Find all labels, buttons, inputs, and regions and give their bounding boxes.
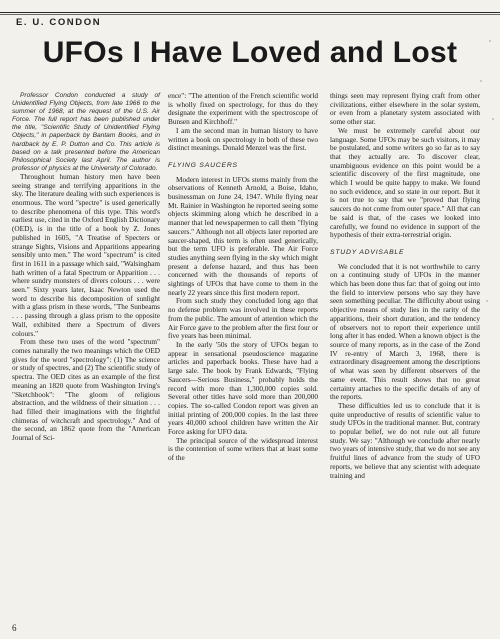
column-1: [12, 92, 160, 443]
column2-paragraph: In the early '50s the story of UFOs began to appear in sensational pseudoscience magazine articles and paperback books. These have had a large sale. The book by Frank Edwards, "Flying Saucers—Serious Business," probably holds the record with more than 1,300,000 copies sold. Several other titles have sold more than 200,000 copies. The so-called Condon report was given an initial printing of 200,000 copies. In the last three years 40,000 school children have written the Air Force asking for UFO data.: [168, 340, 318, 437]
column2-paragraph: I am the second man in human history to have written a book on spectrology in both of these two distinct meanings. Donald Menzel was the first.: [168, 126, 318, 153]
section-heading-study-advisable: STUDY ADVISABLE: [330, 248, 405, 256]
top-rule-secondary: [0, 14, 500, 15]
top-rule: [0, 12, 500, 13]
column-3: [330, 92, 480, 480]
column1-paragraph: Throughout human history men have been seeing strange and terrifying apparitions in the sky. The literature dealing with such experiences is enormous. The word "spectre" is used generically to describe phenomena of this type. This word's earliest use, cited in the Oxford English Dictionary (OED), is in the title of a book by Z. Jones published in 1605, "A Treatise of Specters or strange Sights, Visions and Apparitions appearing sensibly unto men." The word "spectrum" is cited first in 1611 in a passage which said, "Walsingham hath written of a fatal Spectrum or Apparition . . . where sundry monsters of divers colours . . . were seen." Sixty years later, Isaac Newton used the word to describe his decomposition of sunlight with a glass prism in these words, "The Sunbeams . . . passing through a glass prism to the opposite Wall, exhibited there a Spectrum of divers colours.": [12, 172, 160, 338]
scan-speck: [486, 300, 488, 302]
column3-paragraph: We concluded that it is not worthwhile to carry on a continuing study of UFOs in the manner which has been done thus far: that of going out into the field to interview persons who say they have seen something peculiar. The difficulty about using objective means of study lies in the rarity of the apparitions, their short duration, and the tendency of observers not to report their experience until long after it has ended. When a known object is the source of many reports, as in the case of the Zond IV re-entry of March 3, 1968, there is extraordinary disagreement among the descriptions of what was seen by different observers of the same event. This result shows that no great certainty attaches to the specific details of any of the reports.: [330, 262, 480, 402]
column3-paragraph: We must be extremely careful about our language. Some UFOs may be such visitors, it may be postulated, and some writers go so far as to say that they actually are. To discover clear, unambiguous evidence on this point would be a scientific discovery of the first magnitude, one which I would be quite happy to make. We found no such evidence, and so state in our report. But it is not true to say that we "proved that flying saucers do not come from outer space." All that can be said is that, of the cases we looked into carefully, we found no evidence in support of the hypothesis of their extra-terrestrial origin.: [330, 126, 480, 240]
column3-paragraph: These difficulties led us to conclude that it is quite unproductive of results of scientific value to study UFOs in the traditional manner. But, contrary to popular belief, we do not rule out all future study. We say: "Although we conclude after nearly two years of intensive study, that we do not see any fruitful lines of advance from the study of UFO reports, we believe that any scientist with adequate training and: [330, 401, 480, 480]
article-title: UFOs I Have Loved and Lost: [42, 36, 458, 69]
column3-paragraph: things seen may represent flying craft from other civilizations, either elsewhere in the solar system, or even from a planetary system associated with some other star.: [330, 92, 480, 127]
scan-speck: [492, 118, 494, 120]
column2-paragraph: From such study they concluded long ago that no defense problem was involved in these reports from the public. The amount of attention which the Air Force gave to the problem after the first four or five years has been minimal.: [168, 297, 318, 341]
section-heading-flying-saucers: FLYING SAUCERS: [168, 161, 238, 169]
scan-speck: [489, 40, 491, 42]
column2-paragraph: The principal source of the widespread interest is the contention of some writers that at least some of the: [168, 436, 318, 463]
column2-paragraph: ence": "The attention of the French scientific world is wholly fixed on spectrology, for thus do they designate the experiment with the spectroscope of Bunsen and Kirchhoff.": [168, 92, 318, 127]
scan-speck: [480, 80, 482, 82]
page-number: 6: [12, 623, 17, 633]
column1-paragraph: From these two uses of the word "spectrum" comes naturally the two meanings which the OED gives for the word "spectrology": (1) The science or study of spectres, and (2) The scientific study of spectra. The OED cites as an example of the first meaning an 1820 quote from Washington Irving's "Sketchbook": "The gloom of religious abstraction, and the wildness of their situation . . . had filled their imaginations with the frightful chimeras of witchcraft and spectrology." And of the second, an 1862 quote from the "American Journal of Sci-: [12, 338, 160, 443]
intro-note: Professor Condon conducted a study of Unidentified Flying Objects, from late 1966 to the summer of 1968, at the request of the U.S. Air Force. The full report has been published under the title, "Scientific Study of Unidentified Flying Objects," in paperback by Bantam Books, and in hardback by E. P. Dutton and Co. This article is based on a talk presented before the American Philosophical Society last April. The author is professor of physics at the University of Colorado.: [12, 92, 160, 172]
column2-paragraph: Modern interest in UFOs stems mainly from the observations of Kenneth Arnold, a Boise, Idaho, businessman on June 24, 1947. While flying near Mt. Rainier in Washington he reported seeing some objects skimming along which he described in a manner that led newspapermen to call them "flying saucers." Although not all objects later reported are saucer-shaped, this term is often used generically, but the term UFO is preferable. The Air Force studies anything seen flying in the sky which might present a defense hazard, and thus has been concerned with the thousands of reports of sightings of UFOs that have come to them in the nearly 22 years since this first modern report.: [168, 175, 318, 297]
author-byline: E. U. CONDON: [16, 17, 102, 28]
column-2: [168, 92, 318, 463]
